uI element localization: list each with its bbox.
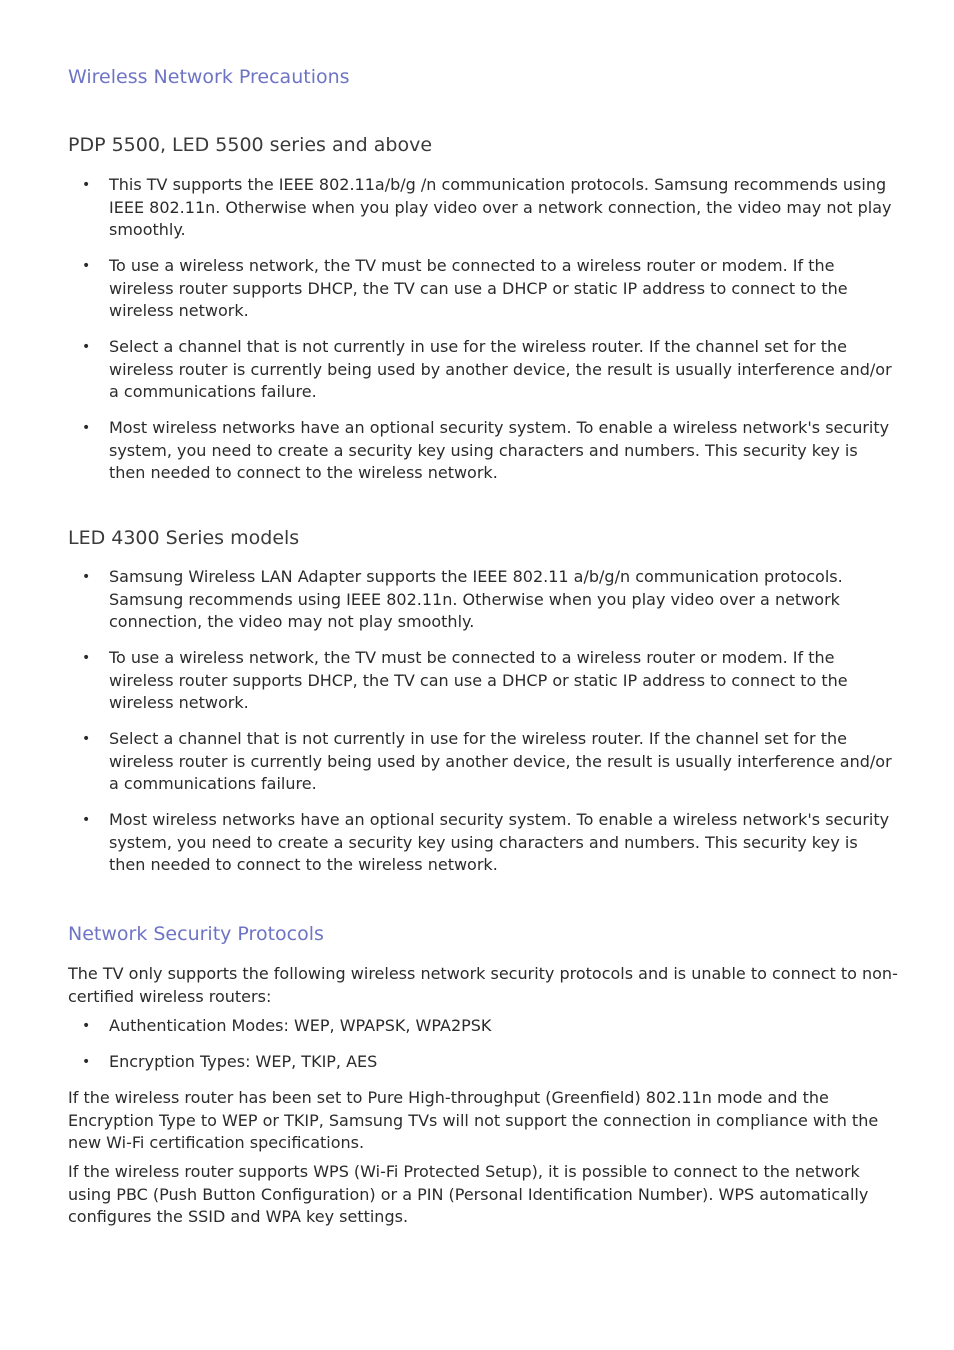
list-item: • Select a channel that is not currently in use for the wireless router. If the channel set for the wireless router is currently being used by another device, the result is usually interference and/or a communications failure. [68,728,898,796]
list-item: • Samsung Wireless LAN Adapter supports the IEEE 802.11 a/b/g/n communication protocols. Samsung recommends using IEEE 802.11n. Otherwise when you play video over a network connection, the video may not play smoothly. [68,566,898,634]
greenfield-paragraph: If the wireless router has been set to Pure High-throughput (Greenfield) 802.11n mode and the Encryption Type to WEP or TKIP, Samsung TVs will not support the connection in compliance with the new Wi-Fi certification specifications. [68,1088,879,1152]
bullet-list-5500 [68,174,898,498]
list-item: • Authentication Modes: WEP, WPAPSK, WPA2PSK [68,1015,898,1038]
list-item: • To use a wireless network, the TV must be connected to a wireless router or modem. If the wireless router supports DHCP, the TV can use a DHCP or static IP address to connect to the wireless network. [68,647,898,715]
section-title-security-protocols: Network Security Protocols [68,923,324,945]
wps-paragraph: If the wireless router supports WPS (Wi-Fi Protected Setup), it is possible to connect to the network using PBC (Push Button Configuration) or a PIN (Personal Identification Number). WPS automatically configures the SSID and WPA key settings. [68,1162,869,1226]
section-title-wireless-precautions: Wireless Network Precautions [68,66,350,88]
list-item: • Most wireless networks have an optional security system. To enable a wireless network's security system, you need to create a security key using characters and numbers. This security key is then needed to connect to the wireless network. [68,809,898,877]
security-intro-paragraph: The TV only supports the following wireless network security protocols and is unable to connect to non-certified wireless routers: [68,964,898,1006]
subtitle-pdp-led-5500: PDP 5500, LED 5500 series and above [68,134,433,156]
bullet-list-security [68,1015,898,1087]
bullet-list-4300 [68,566,898,890]
list-item: • To use a wireless network, the TV must be connected to a wireless router or modem. If the wireless router supports DHCP, the TV can use a DHCP or static IP address to connect to the wireless network. [68,255,898,323]
list-item: • Encryption Types: WEP, TKIP, AES [68,1051,898,1074]
list-item: • Most wireless networks have an optional security system. To enable a wireless network's security system, you need to create a security key using characters and numbers. This security key is then needed to connect to the wireless network. [68,417,898,485]
list-item: • This TV supports the IEEE 802.11a/b/g /n communication protocols. Samsung recommends using IEEE 802.11n. Otherwise when you play video over a network connection, the video may not play smoothly. [68,174,898,242]
subtitle-led-4300: LED 4300 Series models [68,527,300,549]
list-item: • Select a channel that is not currently in use for the wireless router. If the channel set for the wireless router is currently being used by another device, the result is usually interference and/or a communications failure. [68,336,898,404]
